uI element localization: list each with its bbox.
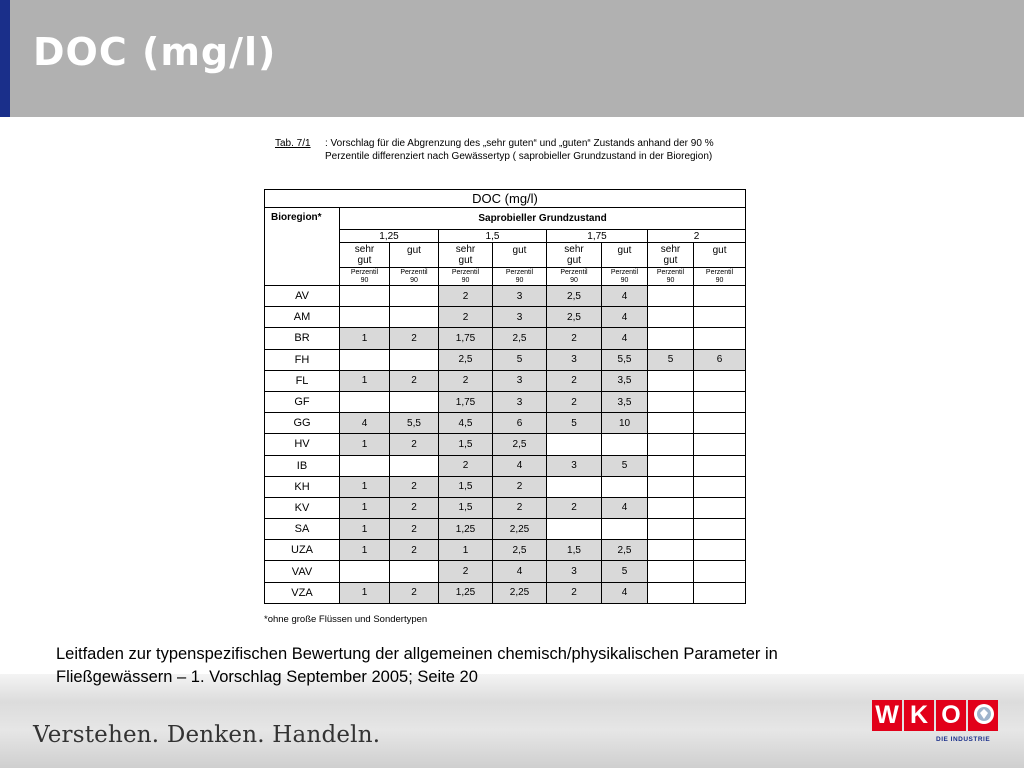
value-cell <box>648 370 694 391</box>
value-cell: 4 <box>602 497 648 518</box>
perzentil-label: Perzentil <box>451 268 480 276</box>
value-cell: 2 <box>390 519 439 540</box>
value-cell <box>694 307 746 328</box>
value-cell: 2 <box>390 370 439 391</box>
perzentil-value: 90 <box>461 276 470 284</box>
region-cell: BR <box>265 328 340 349</box>
source-text <box>56 643 956 689</box>
group-header-cell: 2 <box>648 230 746 243</box>
class-label: sehr <box>354 244 375 255</box>
value-cell: 2,5 <box>439 349 493 370</box>
value-cell: 2,5 <box>547 286 602 307</box>
value-cell: 1,5 <box>439 434 493 455</box>
value-cell: 2 <box>439 286 493 307</box>
region-cell: KH <box>265 476 340 497</box>
bioregion-header-label: Bioregion* <box>271 212 322 223</box>
value-cell: 2 <box>547 497 602 518</box>
value-cell: 5 <box>602 455 648 476</box>
perzentil-value: 90 <box>620 276 629 284</box>
value-cell <box>390 286 439 307</box>
value-cell: 1 <box>340 582 390 603</box>
bioregion-header <box>265 208 340 286</box>
value-cell <box>694 561 746 582</box>
value-cell: 5,5 <box>602 349 648 370</box>
class-label: sehr <box>455 244 476 255</box>
value-cell <box>694 476 746 497</box>
value-cell <box>648 561 694 582</box>
value-cell: 5,5 <box>390 413 439 434</box>
table-row <box>265 307 746 328</box>
value-cell <box>390 391 439 412</box>
logo-subtitle: DIE INDUSTRIE <box>936 736 991 743</box>
group-header-cell: 1,25 <box>340 230 439 243</box>
class-header-sehr-gut <box>340 243 390 268</box>
value-cell <box>340 561 390 582</box>
perzentil-header <box>648 268 694 286</box>
value-cell: 2 <box>547 582 602 603</box>
value-cell: 4 <box>602 328 648 349</box>
value-cell: 2 <box>493 497 547 518</box>
logo-letter: W <box>872 700 902 731</box>
table-row <box>265 561 746 582</box>
table-row <box>265 413 746 434</box>
value-cell: 2 <box>390 497 439 518</box>
value-cell: 2,5 <box>493 434 547 455</box>
class-header-gut: gut <box>493 243 547 268</box>
value-cell: 3 <box>547 561 602 582</box>
value-cell: 4,5 <box>439 413 493 434</box>
caption-label: Tab. 7/1 <box>275 138 311 149</box>
value-cell <box>648 413 694 434</box>
class-label: gut <box>567 255 581 266</box>
perzentil-label: Perzentil <box>705 268 734 276</box>
value-cell <box>694 540 746 561</box>
value-cell <box>648 391 694 412</box>
value-cell: 1 <box>340 328 390 349</box>
perzentil-value: 90 <box>410 276 418 284</box>
value-cell: 4 <box>493 455 547 476</box>
class-header-gut: gut <box>390 243 439 268</box>
value-cell <box>648 519 694 540</box>
table-row <box>265 434 746 455</box>
class-header-gut: gut <box>694 243 746 268</box>
region-cell: VZA <box>265 582 340 603</box>
value-cell: 3,5 <box>602 391 648 412</box>
value-cell <box>602 434 648 455</box>
perzentil-value: 90 <box>360 276 369 284</box>
value-cell <box>694 370 746 391</box>
value-cell: 5 <box>493 349 547 370</box>
value-cell <box>648 328 694 349</box>
value-cell: 2 <box>390 434 439 455</box>
perzentil-header <box>493 268 547 286</box>
region-cell: GG <box>265 413 340 434</box>
value-cell: 5 <box>602 561 648 582</box>
value-cell <box>340 349 390 370</box>
value-cell <box>547 519 602 540</box>
value-cell: 3 <box>547 455 602 476</box>
table-row <box>265 391 746 412</box>
value-cell: 4 <box>602 286 648 307</box>
perzentil-header <box>390 268 439 286</box>
value-cell <box>340 307 390 328</box>
region-cell: SA <box>265 519 340 540</box>
value-cell <box>340 286 390 307</box>
value-cell: 3 <box>493 286 547 307</box>
value-cell: 2 <box>390 328 439 349</box>
perzentil-value: 90 <box>666 276 675 284</box>
value-cell: 4 <box>340 413 390 434</box>
class-header-sehr-gut <box>547 243 602 268</box>
region-cell: FH <box>265 349 340 370</box>
value-cell <box>694 286 746 307</box>
value-cell <box>648 476 694 497</box>
value-cell <box>694 391 746 412</box>
table-row <box>265 582 746 603</box>
value-cell <box>602 476 648 497</box>
group-header-cell: 1,5 <box>439 230 547 243</box>
value-cell <box>547 434 602 455</box>
table-row <box>265 349 746 370</box>
value-cell: 1,75 <box>439 391 493 412</box>
value-cell: 3 <box>493 307 547 328</box>
source-line-1: Leitfaden zur typenspezifischen Bewertung der allgemeinen chemisch/physikalischen Parameter in <box>56 645 778 663</box>
value-cell: 3,5 <box>602 370 648 391</box>
table-row <box>265 519 746 540</box>
table-row <box>265 476 746 497</box>
region-cell: VAV <box>265 561 340 582</box>
perzentil-value: 90 <box>515 276 524 284</box>
table-footnote: *ohne große Flüssen und Sondertypen <box>264 614 428 625</box>
class-label: gut <box>357 255 372 266</box>
class-header-sehr-gut <box>648 243 694 268</box>
logo-letter: K <box>904 700 934 731</box>
value-cell: 2 <box>547 370 602 391</box>
logo-letter: O <box>936 700 966 731</box>
slide-header <box>0 0 1024 117</box>
table-row <box>265 540 746 561</box>
value-cell <box>390 307 439 328</box>
value-cell: 3 <box>493 391 547 412</box>
value-cell: 2,5 <box>493 328 547 349</box>
value-cell: 1 <box>439 540 493 561</box>
perzentil-header <box>694 268 746 286</box>
value-cell <box>648 540 694 561</box>
value-cell: 2 <box>493 476 547 497</box>
value-cell: 1 <box>340 370 390 391</box>
value-cell: 2,5 <box>602 540 648 561</box>
perzentil-label: Perzentil <box>350 268 379 276</box>
value-cell: 5 <box>547 413 602 434</box>
eagle-emblem-icon <box>968 700 998 731</box>
region-cell: UZA <box>265 540 340 561</box>
class-label: gut <box>663 255 678 266</box>
value-cell <box>648 307 694 328</box>
value-cell: 4 <box>493 561 547 582</box>
value-cell <box>694 328 746 349</box>
value-cell: 2 <box>547 391 602 412</box>
perzentil-label: Perzentil <box>400 268 428 276</box>
doc-table <box>264 189 746 604</box>
value-cell: 1,75 <box>439 328 493 349</box>
perzentil-label: Perzentil <box>656 268 685 276</box>
perzentil-label: Perzentil <box>610 268 639 276</box>
region-cell: KV <box>265 497 340 518</box>
value-cell: 1 <box>340 497 390 518</box>
region-cell: FL <box>265 370 340 391</box>
value-cell <box>694 434 746 455</box>
region-cell: AM <box>265 307 340 328</box>
value-cell: 1 <box>340 476 390 497</box>
value-cell: 2 <box>439 307 493 328</box>
class-label: sehr <box>660 244 681 255</box>
region-cell: IB <box>265 455 340 476</box>
value-cell: 1,5 <box>439 476 493 497</box>
value-cell <box>648 455 694 476</box>
value-cell <box>694 413 746 434</box>
value-cell: 1 <box>340 434 390 455</box>
value-cell: 2,25 <box>493 582 547 603</box>
value-cell: 1,5 <box>547 540 602 561</box>
table-title: DOC (mg/l) <box>265 190 746 208</box>
value-cell: 10 <box>602 413 648 434</box>
value-cell: 2 <box>439 561 493 582</box>
value-cell: 1,25 <box>439 582 493 603</box>
value-cell <box>390 455 439 476</box>
value-cell: 2,5 <box>547 307 602 328</box>
table-row <box>265 497 746 518</box>
perzentil-header <box>439 268 493 286</box>
class-header-sehr-gut <box>439 243 493 268</box>
value-cell: 2 <box>390 476 439 497</box>
header-accent-bar <box>0 0 10 117</box>
perzentil-label: Perzentil <box>505 268 534 276</box>
value-cell <box>390 561 439 582</box>
doc-table-body <box>265 190 746 604</box>
value-cell: 4 <box>602 307 648 328</box>
perzentil-value: 90 <box>570 276 578 284</box>
slogan: Verstehen. Denken. Handeln. <box>33 722 381 748</box>
value-cell: 2 <box>439 455 493 476</box>
value-cell <box>694 582 746 603</box>
value-cell <box>648 497 694 518</box>
wko-logo <box>872 700 1000 746</box>
perzentil-label: Perzentil <box>560 268 588 276</box>
value-cell: 6 <box>493 413 547 434</box>
table-row <box>265 286 746 307</box>
value-cell: 1,25 <box>439 519 493 540</box>
class-label: gut <box>458 255 473 266</box>
value-cell: 5 <box>648 349 694 370</box>
perzentil-header <box>547 268 602 286</box>
value-cell: 1 <box>340 519 390 540</box>
perzentil-header <box>340 268 390 286</box>
table-row <box>265 455 746 476</box>
value-cell <box>694 455 746 476</box>
group-header-cell: 1,75 <box>547 230 648 243</box>
perzentil-value: 90 <box>715 276 724 284</box>
value-cell: 6 <box>694 349 746 370</box>
value-cell: 2 <box>547 328 602 349</box>
value-cell: 1,5 <box>439 497 493 518</box>
value-cell: 3 <box>547 349 602 370</box>
region-cell: HV <box>265 434 340 455</box>
value-cell: 2 <box>439 370 493 391</box>
value-cell: 2 <box>390 582 439 603</box>
class-header-gut: gut <box>602 243 648 268</box>
value-cell <box>648 582 694 603</box>
slide-title: DOC (mg/l) <box>33 30 277 74</box>
caption-text: : Vorschlag für die Abgrenzung des „sehr guten“ und „guten“ Zustands anhand der 90 % Perzentile differenziert nach Gewässertyp ( saprobieller Grundzustand in der Bioregion) <box>325 138 714 162</box>
value-cell: 2,25 <box>493 519 547 540</box>
value-cell <box>694 519 746 540</box>
group-header: Saprobieller Grundzustand <box>340 208 746 230</box>
value-cell <box>547 476 602 497</box>
value-cell: 1 <box>340 540 390 561</box>
class-label: sehr <box>564 244 584 255</box>
value-cell <box>340 391 390 412</box>
region-cell: GF <box>265 391 340 412</box>
value-cell: 2 <box>390 540 439 561</box>
source-line-2: Fließgewässern – 1. Vorschlag September 2005; Seite 20 <box>56 668 478 686</box>
value-cell: 4 <box>602 582 648 603</box>
value-cell: 2,5 <box>493 540 547 561</box>
region-cell: AV <box>265 286 340 307</box>
value-cell <box>648 434 694 455</box>
value-cell <box>340 455 390 476</box>
value-cell <box>390 349 439 370</box>
value-cell <box>648 286 694 307</box>
value-cell: 3 <box>493 370 547 391</box>
perzentil-header <box>602 268 648 286</box>
value-cell <box>694 497 746 518</box>
value-cell <box>602 519 648 540</box>
table-row <box>265 328 746 349</box>
logo-emblem-icon <box>968 700 998 731</box>
table-row <box>265 370 746 391</box>
